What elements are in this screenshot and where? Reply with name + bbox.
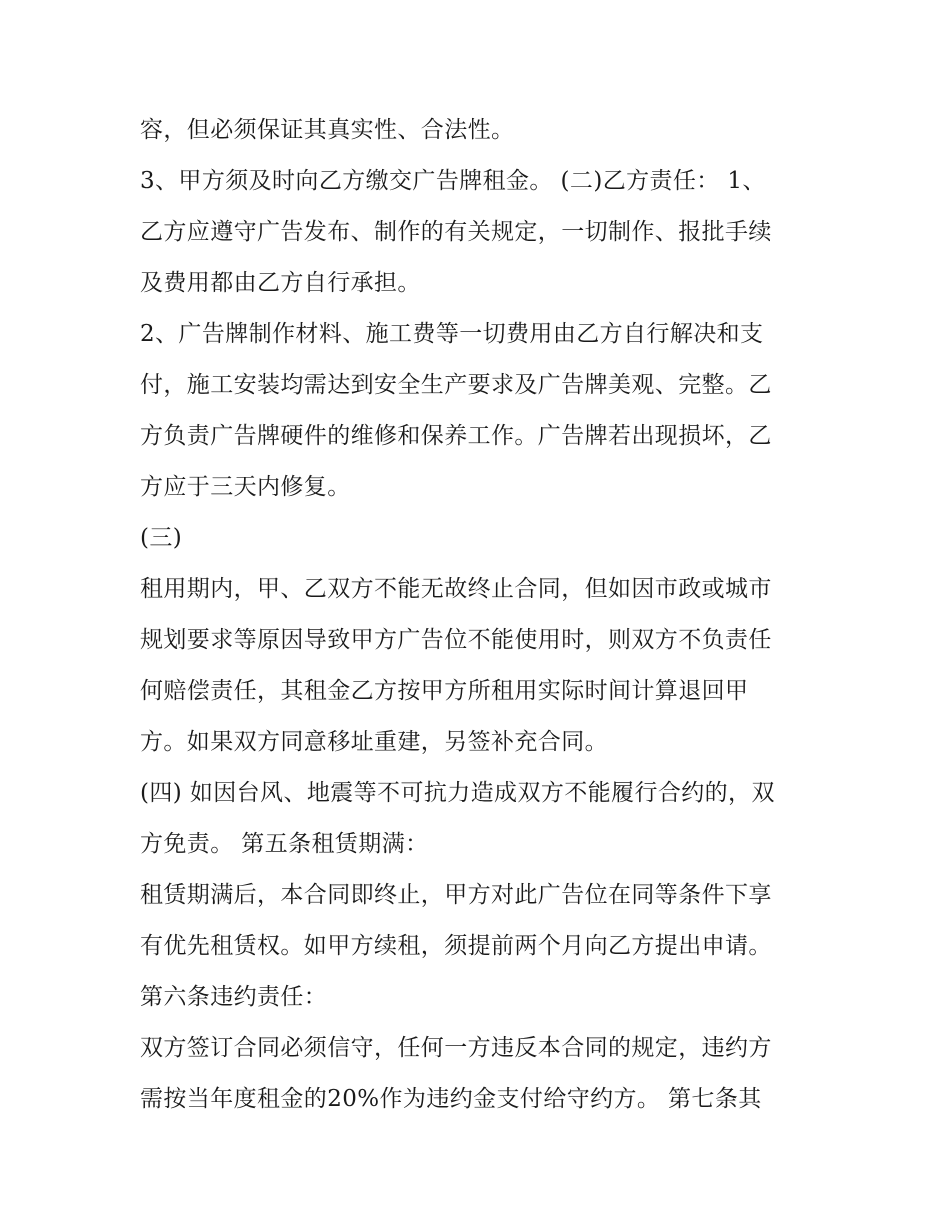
text-line: 方应于三天内修复。 [140,474,351,500]
contract-text [140,105,820,1125]
text-line: 及费用都由乙方自行承担。 [140,270,421,296]
text-line: 方负责广告牌硬件的维修和保养工作。广告牌若出现损坏，乙 [140,423,772,449]
text-line: (三) [140,525,183,551]
text-line: 乙方应遵守广告发布、制作的有关规定，一切制作、报批手续 [140,219,772,245]
text-line: 容，但必须保证其真实性、合法性。 [140,117,515,143]
text-line: 需按当年度租金的20%作为违约金支付给守约方。 第七条其 [140,1086,762,1112]
text-line: 付，施工安装均需达到安全生产要求及广告牌美观、完整。乙 [140,372,772,398]
text-line: (四) 如因台风、地震等不可抗力造成双方不能履行合约的，双 [140,780,775,806]
text-line: 双方签订合同必须信守，任何一方违反本合同的规定，违约方 [140,1035,772,1061]
text-line: 第六条违约责任： [140,984,328,1010]
text-line: 租用期内，甲、乙双方不能无故终止合同，但如因市政或城市 [140,576,772,602]
text-line: 有优先租赁权。如甲方续租，须提前两个月向乙方提出申请。 [140,933,772,959]
text-line: 3、甲方须及时向乙方缴交广告牌租金。 (二)乙方责任： 1、 [140,168,766,194]
text-line: 2、广告牌制作材料、施工费等一切费用由乙方自行解决和支 [140,321,764,347]
text-line: 租赁期满后，本合同即终止，甲方对此广告位在同等条件下享 [140,882,772,908]
text-line: 方免责。 第五条租赁期满： [140,831,429,857]
text-line: 方。如果双方同意移址重建，另签补充合同。 [140,729,608,755]
text-line: 规划要求等原因导致甲方广告位不能使用时，则双方不负责任 [140,627,772,653]
text-line: 何赔偿责任，其租金乙方按甲方所租用实际时间计算退回甲 [140,678,749,704]
